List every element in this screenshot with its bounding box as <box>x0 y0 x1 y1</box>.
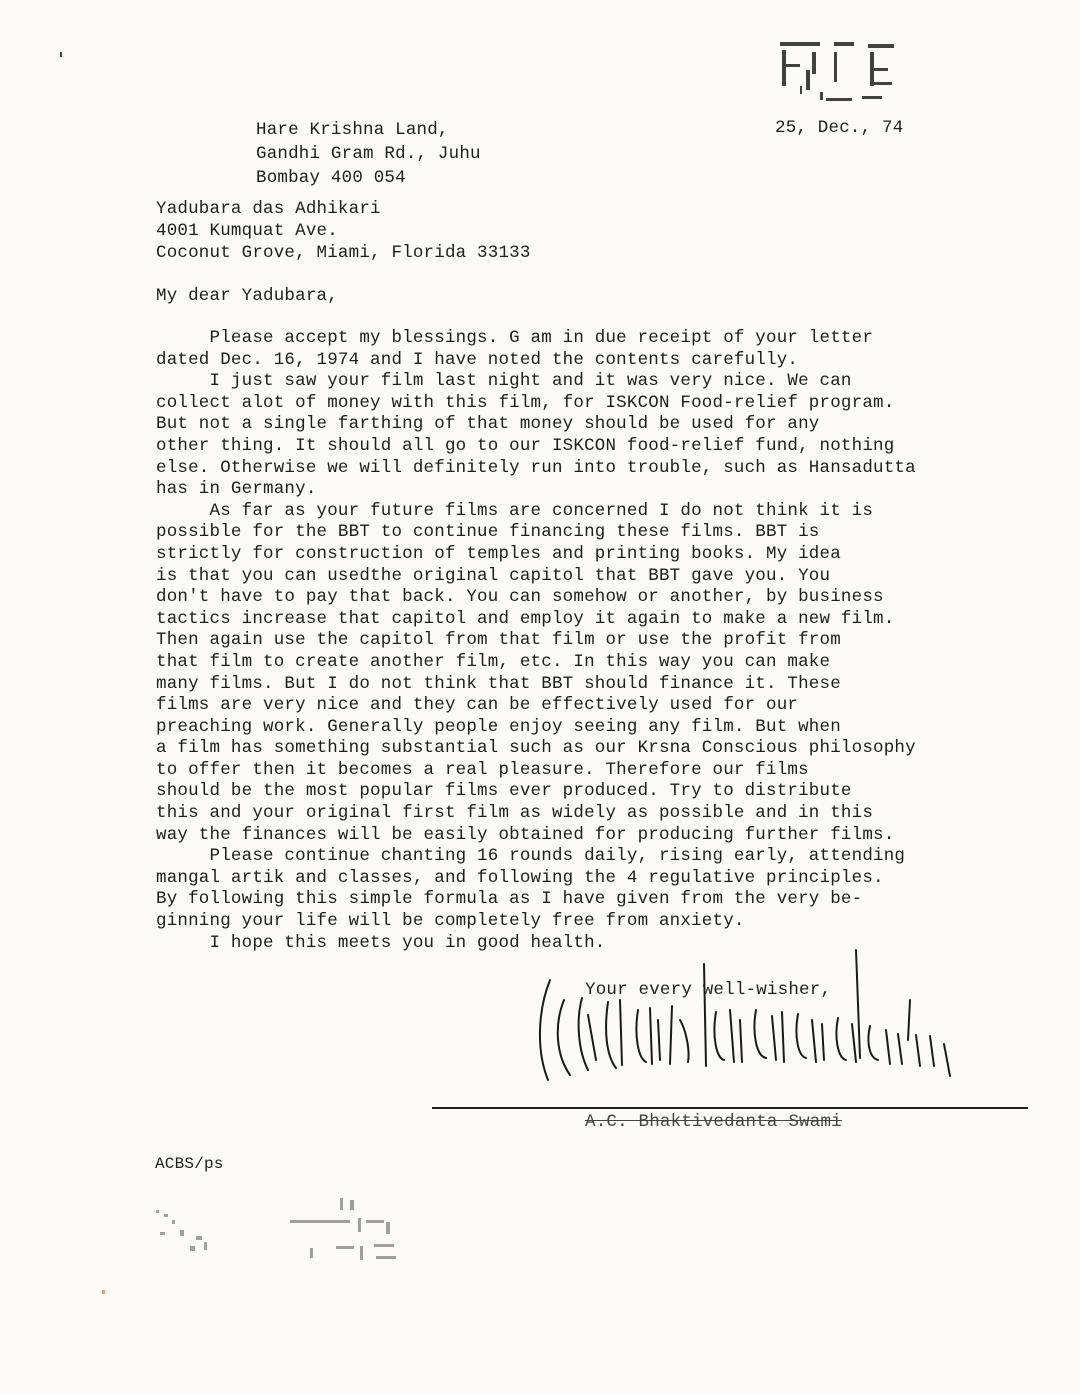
recipient-address-line: Yadubara das Adhikari <box>156 199 381 219</box>
body-line: should be the most popular films ever produced. Try to distribute <box>156 781 852 802</box>
file-stamp <box>770 38 900 108</box>
body-line: tactics increase that capitol and employ it again to make a new film. <box>156 608 895 629</box>
handwritten-signature <box>530 940 970 1100</box>
body-line: has in Germany. <box>156 479 317 500</box>
signature-name: A.C. Bhaktivedanta Swami <box>585 1112 842 1132</box>
body-line: But not a single farthing of that money should be used for any <box>156 414 820 435</box>
body-line: mangal artik and classes, and following the 4 regulative principles. <box>156 867 884 888</box>
body-line: strictly for construction of temples and printing books. My idea <box>156 543 841 564</box>
body-line: collect alot of money with this film, for ISKCON Food-relief program. <box>156 392 895 413</box>
page-speck <box>60 52 62 57</box>
body-line: As far as your future films are concerned I do not think it is <box>156 500 874 521</box>
sender-address-line: Hare Krishna Land, <box>256 120 449 140</box>
body-line: this and your original first film as widely as possible and in this <box>156 803 874 824</box>
recipient-address <box>156 198 531 264</box>
body-line: a film has something substantial such as our Krsna Conscious philosophy <box>156 738 916 759</box>
body-line: is that you can usedthe original capitol that BBT gave you. You <box>156 565 831 586</box>
body-line: I hope this meets you in good health. <box>156 932 606 953</box>
sender-address-line: Gandhi Gram Rd., Juhu <box>256 144 481 164</box>
body-line: that film to create another film, etc. In this way you can make <box>156 651 831 672</box>
closing: Your every well-wisher, <box>585 980 832 1000</box>
letter-date: 25, Dec., 74 <box>775 118 904 138</box>
faded-file-stamp <box>150 1190 430 1280</box>
sender-address <box>256 118 481 190</box>
body-line: possible for the BBT to continue financing these films. BBT is <box>156 522 820 543</box>
body-line: Please accept my blessings. G am in due receipt of your letter <box>156 328 874 348</box>
salutation: My dear Yadubara, <box>156 286 338 306</box>
recipient-address-line: Coconut Grove, Miami, Florida 33133 <box>156 243 531 263</box>
body-line: ginning your life will be completely free from anxiety. <box>156 911 745 932</box>
body-line: to offer then it becomes a real pleasure. Therefore our films <box>156 759 809 780</box>
body-line: preaching work. Generally people enjoy seeing any film. But when <box>156 716 841 737</box>
page-speck <box>102 1290 105 1294</box>
body-line: films are very nice and they can be effectively used for our <box>156 695 799 716</box>
body-line: By following this simple formula as I have given from the very be- <box>156 889 863 910</box>
body-line: many films. But I do not think that BBT should finance it. These <box>156 673 841 694</box>
body-line: other thing. It should all go to our ISKCON food-relief fund, nothing <box>156 435 895 456</box>
body-line: I just saw your film last night and it was very nice. We can <box>156 371 852 392</box>
recipient-address-line: 4001 Kumquat Ave. <box>156 221 338 241</box>
letter-body <box>156 328 956 954</box>
body-line: way the finances will be easily obtained for producing further films. <box>156 824 895 845</box>
sender-address-line: Bombay 400 054 <box>256 168 406 188</box>
body-line: Then again use the capitol from that film or use the profit from <box>156 630 841 651</box>
body-line: Please continue chanting 16 rounds daily, rising early, attending <box>156 846 906 867</box>
body-line: dated Dec. 16, 1974 and I have noted the contents carefully. <box>156 349 799 370</box>
signature-line <box>432 1107 1028 1109</box>
body-line: don't have to pay that back. You can somehow or another, by business <box>156 587 884 608</box>
typist-initials: ACBS/ps <box>155 1155 224 1173</box>
body-line: else. Otherwise we will definitely run into trouble, such as Hansadutta <box>156 457 916 478</box>
